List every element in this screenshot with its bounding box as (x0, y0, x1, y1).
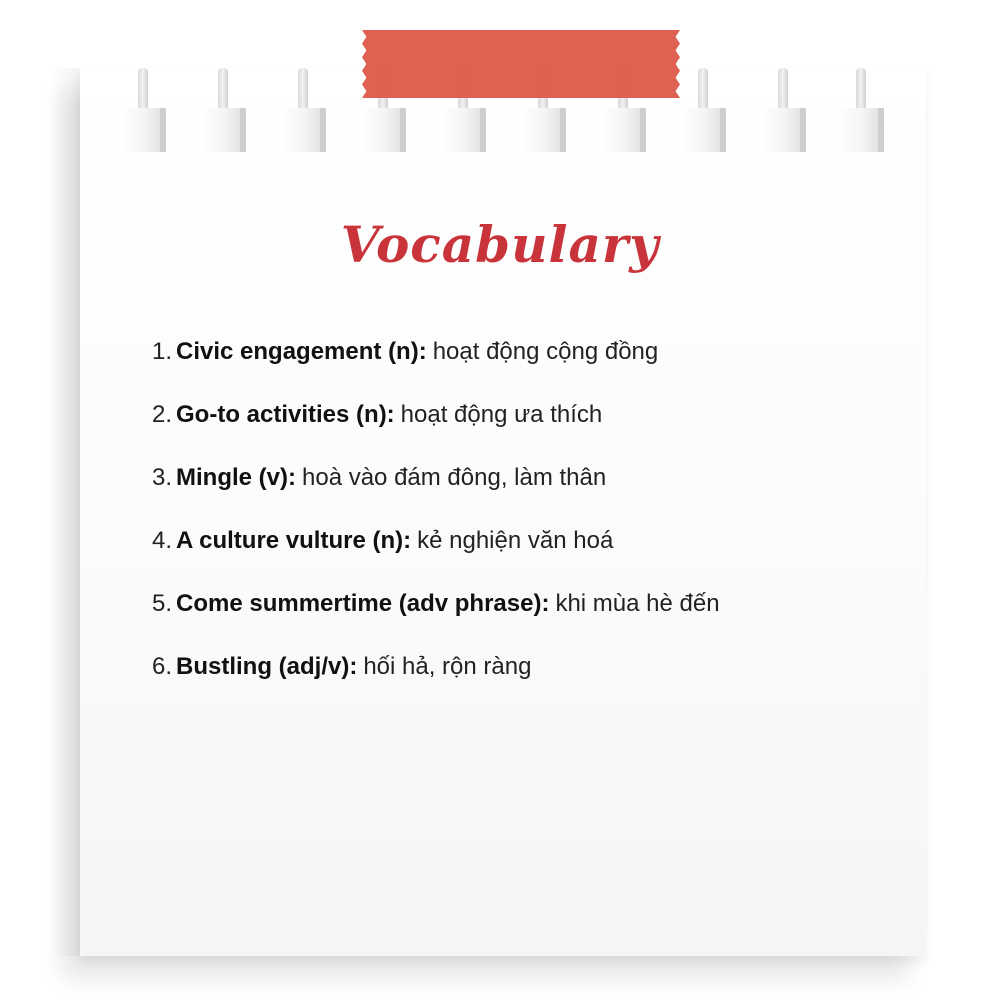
item-number: 3. (152, 464, 173, 491)
vocab-term: Bustling (adj/v): (176, 653, 358, 680)
list-item (152, 464, 720, 527)
binding-ring-icon (520, 108, 566, 152)
vocab-meaning: kẻ nghiện văn hoá (417, 527, 614, 554)
page-title: Vocabulary (340, 215, 660, 274)
vocabulary-list (152, 338, 720, 716)
binding-ring-icon (760, 108, 806, 152)
binding-ring-icon (680, 108, 726, 152)
item-number: 1. (152, 338, 173, 365)
list-item (152, 527, 720, 590)
binding-ring-icon (120, 108, 166, 152)
list-item (152, 590, 720, 653)
vocab-meaning: hoạt động ưa thích (400, 401, 603, 428)
list-item (152, 653, 720, 716)
binding-ring-icon (360, 108, 406, 152)
vocab-term: A culture vulture (n): (176, 527, 412, 554)
binding-ring-icon (200, 108, 246, 152)
binding-ring-icon (280, 108, 326, 152)
binding-ring-icon (600, 108, 646, 152)
vocab-term: Civic engagement (n): (176, 338, 427, 365)
list-item (152, 338, 720, 401)
item-number: 4. (152, 527, 173, 554)
vocab-meaning: hối hả, rộn ràng (363, 653, 532, 680)
binding-ring-icon (440, 108, 486, 152)
vocab-meaning: khi mùa hè đến (555, 590, 720, 617)
vocab-term: Come summertime (adv phrase): (176, 590, 550, 617)
vocab-term: Go-to activities (n): (176, 401, 395, 428)
item-number: 6. (152, 653, 173, 680)
vocab-meaning: hoà vào đám đông, làm thân (302, 464, 607, 491)
item-number: 5. (152, 590, 173, 617)
tape-strip (362, 30, 680, 98)
vocab-term: Mingle (v): (176, 464, 296, 491)
binding-ring-icon (838, 108, 884, 152)
list-item (152, 401, 720, 464)
vocab-meaning: hoạt động cộng đồng (432, 338, 659, 365)
item-number: 2. (152, 401, 173, 428)
